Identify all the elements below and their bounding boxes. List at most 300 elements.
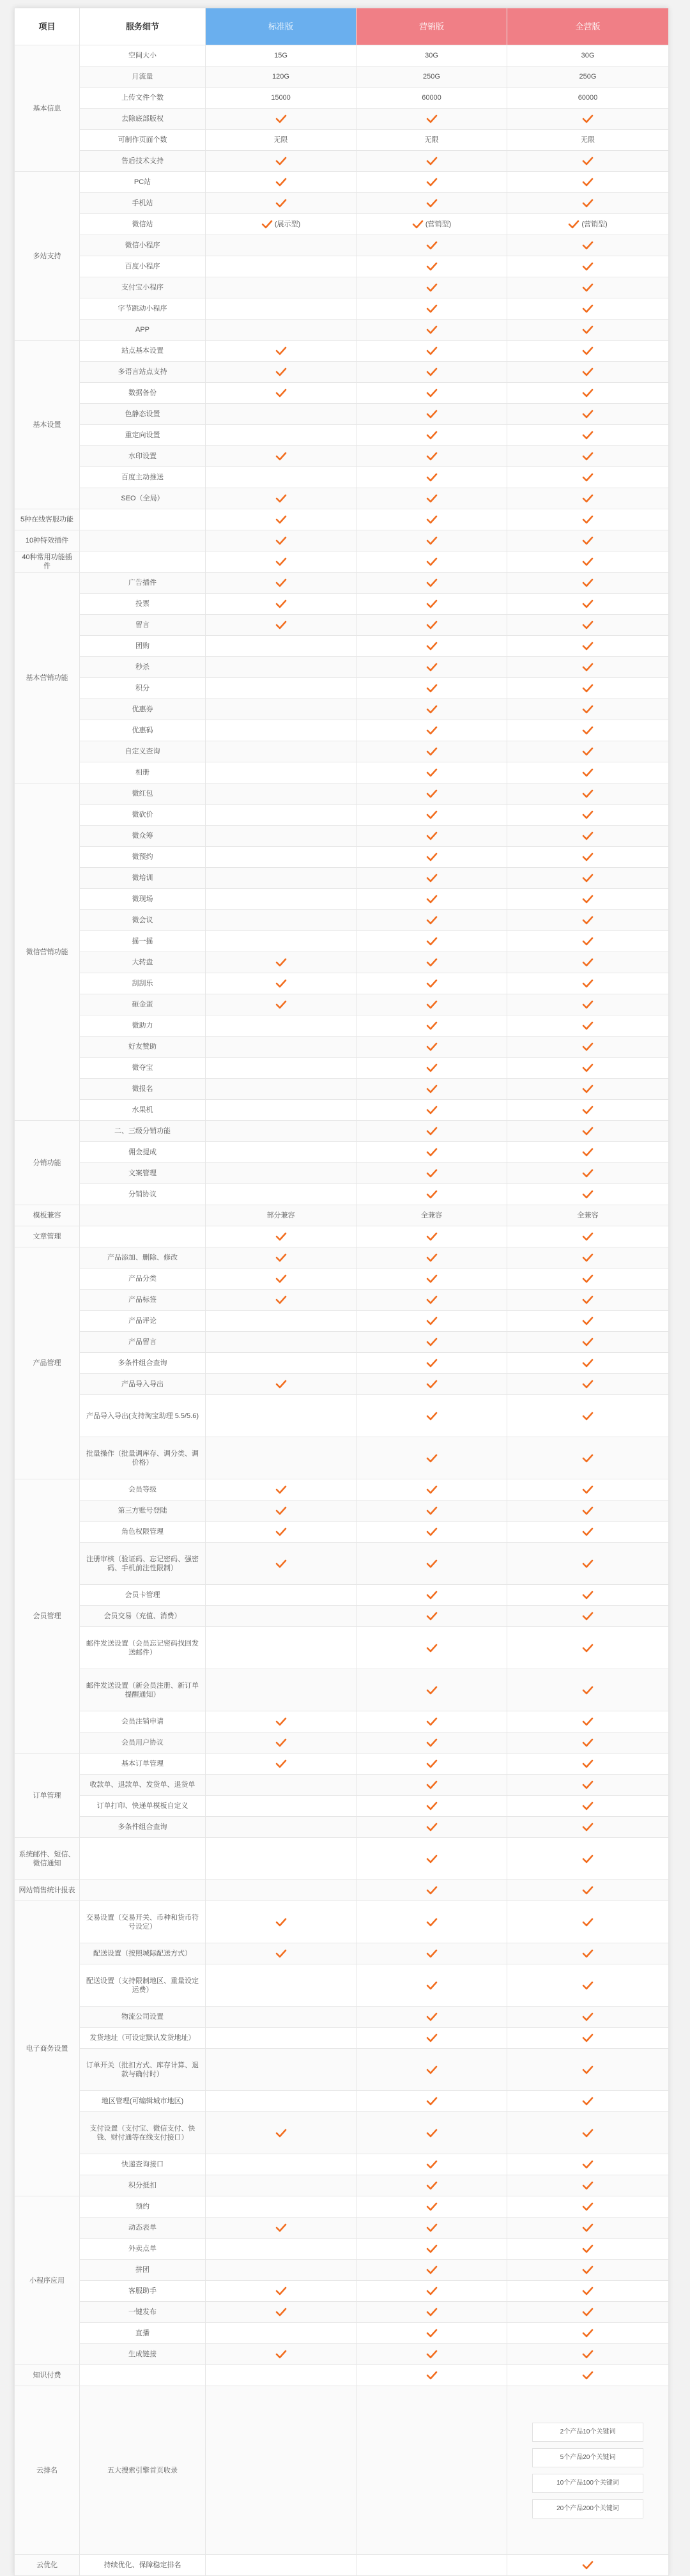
check-icon [426, 2329, 438, 2338]
marketing-cell [356, 2175, 507, 2196]
standard-cell [206, 1796, 356, 1817]
check-icon [426, 1612, 438, 1621]
table-row [15, 2260, 669, 2281]
marketing-cell [356, 1711, 507, 1732]
check-icon [582, 810, 594, 819]
flagship-cell [507, 151, 669, 172]
plan-header-standard[interactable]: 标准版 [206, 8, 356, 45]
check-icon [582, 1359, 594, 1368]
check-icon [582, 1918, 594, 1927]
detail-cell: 产品导入导出 [80, 1374, 206, 1395]
table-row [15, 1142, 669, 1163]
detail-cell: 邮件发送设置（会员忘记密码找回发送邮件） [80, 1627, 206, 1669]
detail-cell: 微助力 [80, 1015, 206, 1037]
check-icon [426, 114, 438, 123]
flagship-cell [507, 1585, 669, 1606]
table-row [15, 678, 669, 699]
check-icon [426, 494, 438, 503]
detail-cell: 产品导入导出(支持淘宝助理 5.5/5.6) [80, 1395, 206, 1437]
check-icon [275, 178, 287, 187]
flagship-cell [507, 615, 669, 636]
check-icon [426, 1886, 438, 1895]
flagship-cell [507, 298, 669, 320]
flagship-cell [507, 1058, 669, 1079]
check-icon [426, 831, 438, 840]
check-icon [426, 789, 438, 798]
table-row [15, 1037, 669, 1058]
detail-cell: 水果机 [80, 1100, 206, 1121]
check-icon [582, 367, 594, 376]
detail-cell: 发货地址（可设定默认发货地址） [80, 2028, 206, 2049]
check-icon [582, 2223, 594, 2232]
check-icon [275, 1918, 287, 1927]
marketing-cell [356, 383, 507, 404]
col-header-detail: 服务细节 [80, 8, 206, 45]
check-icon [582, 1454, 594, 1463]
marketing-cell [356, 1500, 507, 1522]
seo-package-option[interactable]: 5个产品20个关键词 [532, 2448, 643, 2467]
table-row [15, 573, 669, 594]
marketing-cell [356, 2154, 507, 2175]
check-icon [426, 199, 438, 208]
detail-cell: 直播 [80, 2323, 206, 2344]
detail-cell: 去除底部版权 [80, 109, 206, 130]
flagship-cell [507, 235, 669, 256]
seo-package-option[interactable]: 20个产品200个关键词 [532, 2499, 643, 2518]
table-row [15, 383, 669, 404]
check-icon [426, 1949, 438, 1958]
detail-cell: 客服助手 [80, 2281, 206, 2302]
detail-cell: 摇一摇 [80, 931, 206, 952]
standard-cell [206, 109, 356, 130]
marketing-cell [356, 1037, 507, 1058]
marketing-cell [356, 530, 507, 551]
check-icon [426, 2065, 438, 2074]
detail-cell: 动态表单 [80, 2217, 206, 2239]
table-row [15, 1775, 669, 1796]
flagship-cell [507, 1964, 669, 2007]
flagship-cell [507, 2555, 669, 2576]
table-row [15, 172, 669, 193]
standard-cell: 120G [206, 66, 356, 88]
table-row [15, 2049, 669, 2091]
table-row [15, 889, 669, 910]
check-icon [426, 2308, 438, 2317]
table-row [15, 1437, 669, 1479]
standard-cell [206, 1058, 356, 1079]
flagship-cell [507, 952, 669, 973]
table-row [15, 2154, 669, 2175]
check-icon [582, 1717, 594, 1726]
standard-cell [206, 1943, 356, 1964]
standard-cell [206, 994, 356, 1015]
table-row [15, 446, 669, 467]
check-icon [582, 2308, 594, 2317]
detail-cell: PC站 [80, 172, 206, 193]
check-icon [275, 1506, 287, 1515]
check-icon [426, 1063, 438, 1072]
check-icon [275, 1274, 287, 1283]
detail-cell: 生成链接 [80, 2344, 206, 2365]
flagship-cell [507, 2239, 669, 2260]
standard-cell [206, 783, 356, 805]
category-cell: 产品管理 [15, 1247, 80, 1479]
check-icon [582, 1169, 594, 1178]
check-icon [582, 1232, 594, 1241]
check-icon [582, 1886, 594, 1895]
check-icon [426, 2265, 438, 2274]
table-row [15, 341, 669, 362]
marketing-cell [356, 2323, 507, 2344]
marketing-cell [356, 1964, 507, 2007]
check-icon [426, 1918, 438, 1927]
marketing-cell [356, 277, 507, 298]
table-row [15, 488, 669, 509]
check-icon [426, 1759, 438, 1768]
flagship-cell [507, 1838, 669, 1880]
table-row [15, 805, 669, 826]
flagship-cell [507, 1817, 669, 1838]
marketing-cell [356, 1838, 507, 1880]
table-row [15, 2239, 669, 2260]
check-icon [275, 1485, 287, 1494]
flagship-cell [507, 1732, 669, 1754]
check-icon [426, 1000, 438, 1009]
check-icon [426, 1042, 438, 1051]
marketing-cell [356, 615, 507, 636]
table-row [15, 320, 669, 341]
table-row [15, 109, 669, 130]
category-cell: 系统邮件、短信、微信通知 [15, 1838, 80, 1880]
table-row [15, 1522, 669, 1543]
check-icon [426, 325, 438, 334]
check-icon [426, 1506, 438, 1515]
standard-cell [206, 931, 356, 952]
marketing-cell [356, 1332, 507, 1353]
standard-cell [206, 151, 356, 172]
detail-cell: 自定义查询 [80, 741, 206, 762]
table-row [15, 741, 669, 762]
table-row [15, 1732, 669, 1754]
standard-cell [206, 256, 356, 277]
marketing-cell [356, 1437, 507, 1479]
check-icon [426, 1686, 438, 1695]
check-icon [275, 1000, 287, 1009]
seo-package-option[interactable]: 10个产品100个关键词 [532, 2474, 643, 2493]
standard-cell [206, 1585, 356, 1606]
check-icon [582, 1506, 594, 1515]
check-icon [582, 2329, 594, 2338]
check-icon [582, 958, 594, 967]
marketing-cell [356, 1522, 507, 1543]
detail-cell: 重定向设置 [80, 425, 206, 446]
marketing-cell [356, 889, 507, 910]
marketing-cell [356, 1669, 507, 1711]
category-cell: 10种特效插件 [15, 530, 80, 551]
check-icon [582, 178, 594, 187]
flagship-cell [507, 636, 669, 657]
standard-cell [206, 1121, 356, 1142]
flagship-cell [507, 783, 669, 805]
flagship-cell [507, 2112, 669, 2154]
check-icon [275, 494, 287, 503]
table-row [15, 509, 669, 530]
table-row [15, 2302, 669, 2323]
standard-cell [206, 952, 356, 973]
check-icon [275, 389, 287, 397]
table-row [15, 1754, 669, 1775]
standard-cell [206, 2555, 356, 2576]
standard-cell [206, 1880, 356, 1901]
marketing-cell [356, 2555, 507, 2576]
detail-cell: 空间大小 [80, 45, 206, 66]
marketing-cell [356, 1479, 507, 1500]
standard-cell [206, 1100, 356, 1121]
standard-cell [206, 973, 356, 994]
marketing-cell [356, 1374, 507, 1395]
marketing-cell: 60000 [356, 88, 507, 109]
table-row [15, 2028, 669, 2049]
detail-cell: 产品标签 [80, 1290, 206, 1311]
check-icon [582, 2265, 594, 2274]
check-icon [582, 241, 594, 250]
detail-cell: 产品分类 [80, 1269, 206, 1290]
standard-cell [206, 868, 356, 889]
check-icon [582, 1485, 594, 1494]
marketing-cell [356, 1943, 507, 1964]
standard-cell [206, 1479, 356, 1500]
standard-cell [206, 1395, 356, 1437]
check-icon [412, 220, 424, 229]
marketing-cell [356, 868, 507, 889]
detail-cell: 数据备份 [80, 383, 206, 404]
check-icon [426, 283, 438, 292]
standard-cell [206, 1817, 356, 1838]
check-icon [426, 1485, 438, 1494]
marketing-cell [356, 2091, 507, 2112]
table-row [15, 362, 669, 383]
marketing-cell [356, 783, 507, 805]
table-row [15, 1311, 669, 1332]
marketing-cell [356, 2302, 507, 2323]
check-icon [261, 220, 273, 229]
check-icon [582, 1823, 594, 1832]
flagship-cell [507, 1754, 669, 1775]
detail-cell: 角色权限管理 [80, 1522, 206, 1543]
table-row [15, 2386, 669, 2555]
check-icon [426, 852, 438, 861]
check-icon [582, 2129, 594, 2138]
check-icon [426, 1274, 438, 1283]
detail-cell: 配送设置（按照城际配送方式） [80, 1943, 206, 1964]
check-icon [426, 1106, 438, 1114]
check-icon [275, 1253, 287, 1262]
flagship-cell [507, 1311, 669, 1332]
table-row [15, 467, 669, 488]
standard-cell [206, 1627, 356, 1669]
check-icon [582, 262, 594, 271]
marketing-cell [356, 2028, 507, 2049]
detail-cell: 售后技术支持 [80, 151, 206, 172]
standard-cell [206, 446, 356, 467]
flagship-cell [507, 1943, 669, 1964]
check-icon [582, 1274, 594, 1283]
table-row [15, 1015, 669, 1037]
standard-cell [206, 1754, 356, 1775]
check-icon [582, 1063, 594, 1072]
table-row [15, 952, 669, 973]
flagship-cell [507, 762, 669, 783]
marketing-cell [356, 973, 507, 994]
check-icon [582, 2033, 594, 2042]
check-icon [275, 114, 287, 123]
category-cell: 基本信息 [15, 45, 80, 172]
flagship-cell [507, 1627, 669, 1669]
detail-cell [80, 509, 206, 530]
table-row [15, 1585, 669, 1606]
category-cell: 电子商务设置 [15, 1901, 80, 2196]
check-icon [582, 663, 594, 672]
check-icon [426, 1801, 438, 1810]
table-row [15, 1901, 669, 1943]
check-icon [426, 1127, 438, 1136]
marketing-cell [356, 2386, 507, 2555]
table-row [15, 1796, 669, 1817]
detail-cell: 广告插件 [80, 573, 206, 594]
detail-cell [80, 1226, 206, 1247]
flagship-cell [507, 657, 669, 678]
detail-cell: 微会议 [80, 910, 206, 931]
table-row [15, 973, 669, 994]
detail-cell: 微信站 [80, 214, 206, 235]
table-row [15, 235, 669, 256]
detail-cell [80, 1205, 206, 1226]
check-icon [426, 874, 438, 883]
marketing-cell [356, 1079, 507, 1100]
standard-cell [206, 1775, 356, 1796]
seo-package-option[interactable]: 2个产品10个关键词 [532, 2423, 643, 2442]
flagship-cell [507, 2196, 669, 2217]
detail-cell: 佣金提成 [80, 1142, 206, 1163]
flagship-cell [507, 404, 669, 425]
detail-cell [80, 1838, 206, 1880]
check-icon [582, 2097, 594, 2106]
check-icon [582, 2202, 594, 2211]
check-icon [426, 1380, 438, 1389]
check-icon [582, 1106, 594, 1114]
check-icon [582, 1591, 594, 1600]
flagship-cell [507, 2260, 669, 2281]
standard-cell [206, 509, 356, 530]
table-row [15, 1817, 669, 1838]
check-icon [426, 410, 438, 419]
check-icon [426, 705, 438, 714]
table-row [15, 1880, 669, 1901]
check-icon [582, 199, 594, 208]
check-icon [275, 1232, 287, 1241]
detail-cell: 百度小程序 [80, 256, 206, 277]
flagship-cell [507, 2091, 669, 2112]
detail-cell [80, 2365, 206, 2386]
standard-cell [206, 1374, 356, 1395]
check-icon [582, 1380, 594, 1389]
flagship-cell [507, 1522, 669, 1543]
check-icon [582, 473, 594, 482]
flagship-cell [507, 1901, 669, 1943]
flagship-cell [507, 1226, 669, 1247]
check-icon [426, 389, 438, 397]
standard-cell [206, 2091, 356, 2112]
check-note: (营销型) [581, 220, 608, 228]
table-row [15, 425, 669, 446]
check-icon [275, 1738, 287, 1747]
marketing-cell [356, 1311, 507, 1332]
standard-cell [206, 910, 356, 931]
check-icon [582, 452, 594, 461]
check-icon [582, 705, 594, 714]
flagship-cell [507, 2365, 669, 2386]
check-icon [582, 1000, 594, 1009]
table-row [15, 2007, 669, 2028]
standard-cell [206, 1732, 356, 1754]
table-row [15, 910, 669, 931]
marketing-cell [356, 425, 507, 446]
standard-cell [206, 1711, 356, 1732]
check-icon [426, 1823, 438, 1832]
check-icon [582, 874, 594, 883]
flagship-cell [507, 931, 669, 952]
detail-cell: 会员卡管理 [80, 1585, 206, 1606]
check-icon [582, 431, 594, 440]
check-icon [275, 346, 287, 355]
table-header-row [15, 8, 669, 45]
check-icon [426, 1738, 438, 1747]
check-icon [582, 1686, 594, 1695]
plan-header-marketing[interactable]: 营销版 [356, 8, 507, 45]
table-row [15, 2217, 669, 2239]
detail-cell: 刮刮乐 [80, 973, 206, 994]
check-icon [426, 1717, 438, 1726]
detail-cell: 第三方账号登陆 [80, 1500, 206, 1522]
detail-cell: 多条件组合查询 [80, 1817, 206, 1838]
table-row [15, 2555, 669, 2576]
check-icon [582, 536, 594, 545]
check-icon [275, 1559, 287, 1568]
standard-cell [206, 467, 356, 488]
marketing-cell [356, 699, 507, 720]
flagship-cell [507, 467, 669, 488]
flagship-cell [507, 193, 669, 214]
flagship-cell [507, 341, 669, 362]
detail-cell: 地区管理(可编辑城市地区) [80, 2091, 206, 2112]
check-icon [426, 810, 438, 819]
check-icon [582, 1559, 594, 1568]
flagship-cell [507, 805, 669, 826]
plan-header-flagship[interactable]: 全营版 [507, 8, 669, 45]
standard-cell [206, 720, 356, 741]
detail-cell: 站点基本设置 [80, 341, 206, 362]
detail-cell: 微红包 [80, 783, 206, 805]
detail-cell: 手机站 [80, 193, 206, 214]
flagship-cell [507, 889, 669, 910]
detail-cell: 可制作页面个数 [80, 130, 206, 151]
category-cell: 5种在线客服功能 [15, 509, 80, 530]
standard-cell [206, 1500, 356, 1522]
marketing-cell [356, 2260, 507, 2281]
detail-cell: 快递查询接口 [80, 2154, 206, 2175]
check-icon [426, 1316, 438, 1325]
marketing-cell [356, 446, 507, 467]
